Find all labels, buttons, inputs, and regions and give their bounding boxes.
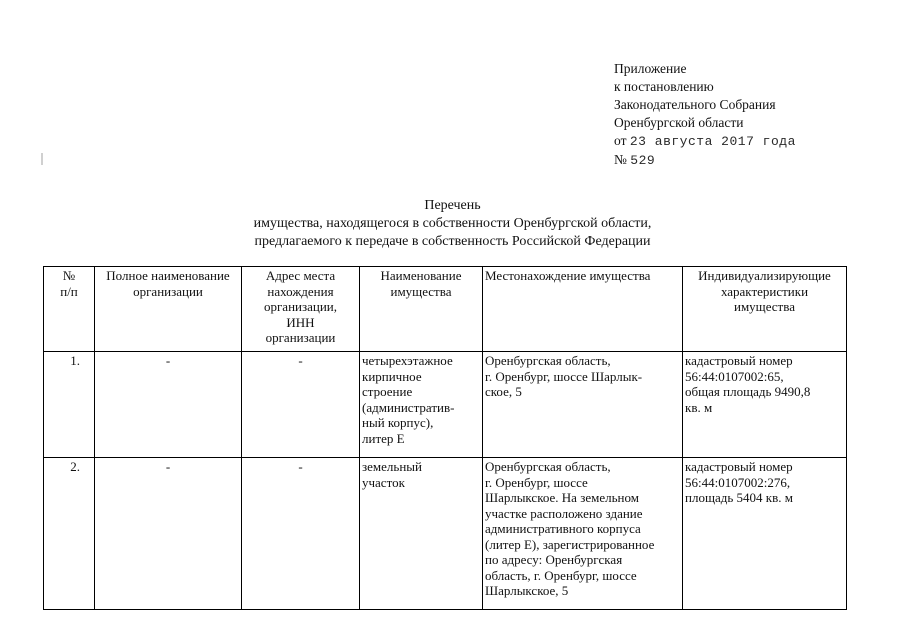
title-line: имущества, находящегося в собственности Оренбургской области, <box>253 216 652 231</box>
appendix-number-line <box>614 151 796 170</box>
appendix-block <box>614 60 796 170</box>
column-header: Наименование имущества <box>360 267 483 352</box>
date-prefix: от <box>614 133 627 148</box>
property-location-cell: Оренбургская область, г. Оренбург, шоссе Шарлык- ское, 5 <box>483 352 683 458</box>
address-cell: - <box>242 458 360 610</box>
appendix-line: к постановлению <box>614 79 714 94</box>
appendix-line: Приложение <box>614 61 687 76</box>
title-line: предлагаемого к передаче в собственность Российской Федерации <box>254 234 651 249</box>
number-prefix: № <box>614 152 627 167</box>
property-table <box>43 266 847 610</box>
column-header: Местонахождение имущества <box>483 267 683 352</box>
column-header: Индивидуализирующие характеристики имущества <box>683 267 847 352</box>
address-cell: - <box>242 352 360 458</box>
column-header: Полное наименование организации <box>95 267 242 352</box>
row-number: 2. <box>44 458 95 610</box>
property-characteristics-cell: кадастровый номер 56:44:0107002:276, площадь 5404 кв. м <box>683 458 847 610</box>
date-value: 23 августа 2017 года <box>629 134 796 149</box>
property-characteristics-cell: кадастровый номер 56:44:0107002:65, общая площадь 9490,8 кв. м <box>683 352 847 458</box>
scan-artifact <box>41 153 43 165</box>
property-location-cell: Оренбургская область, г. Оренбург, шоссе Шарлыкское. На земельном участке расположено здание административного корпуса (литер Е), зарегистрированное по адресу: Оренбургская область, г. Оренбург, шоссе Шарлыкское, 5 <box>483 458 683 610</box>
appendix-line: Оренбургской области <box>614 115 744 130</box>
column-header: № п/п <box>44 267 95 352</box>
property-name-cell: четырехэтажное кирпичное строение (административ- ный корпус), литер Е <box>360 352 483 458</box>
appendix-date-line <box>614 132 796 151</box>
row-number: 1. <box>44 352 95 458</box>
organization-cell: - <box>95 352 242 458</box>
table-row <box>44 352 847 458</box>
appendix-line: Законодательного Собрания <box>614 97 776 112</box>
property-name-cell: земельный участок <box>360 458 483 610</box>
table-header-row <box>44 267 847 352</box>
table-row <box>44 458 847 610</box>
title-line: Перечень <box>424 198 481 213</box>
number-value: 529 <box>630 153 656 168</box>
organization-cell: - <box>95 458 242 610</box>
document-title <box>200 197 705 251</box>
column-header: Адрес места нахождения организации, ИНН организации <box>242 267 360 352</box>
